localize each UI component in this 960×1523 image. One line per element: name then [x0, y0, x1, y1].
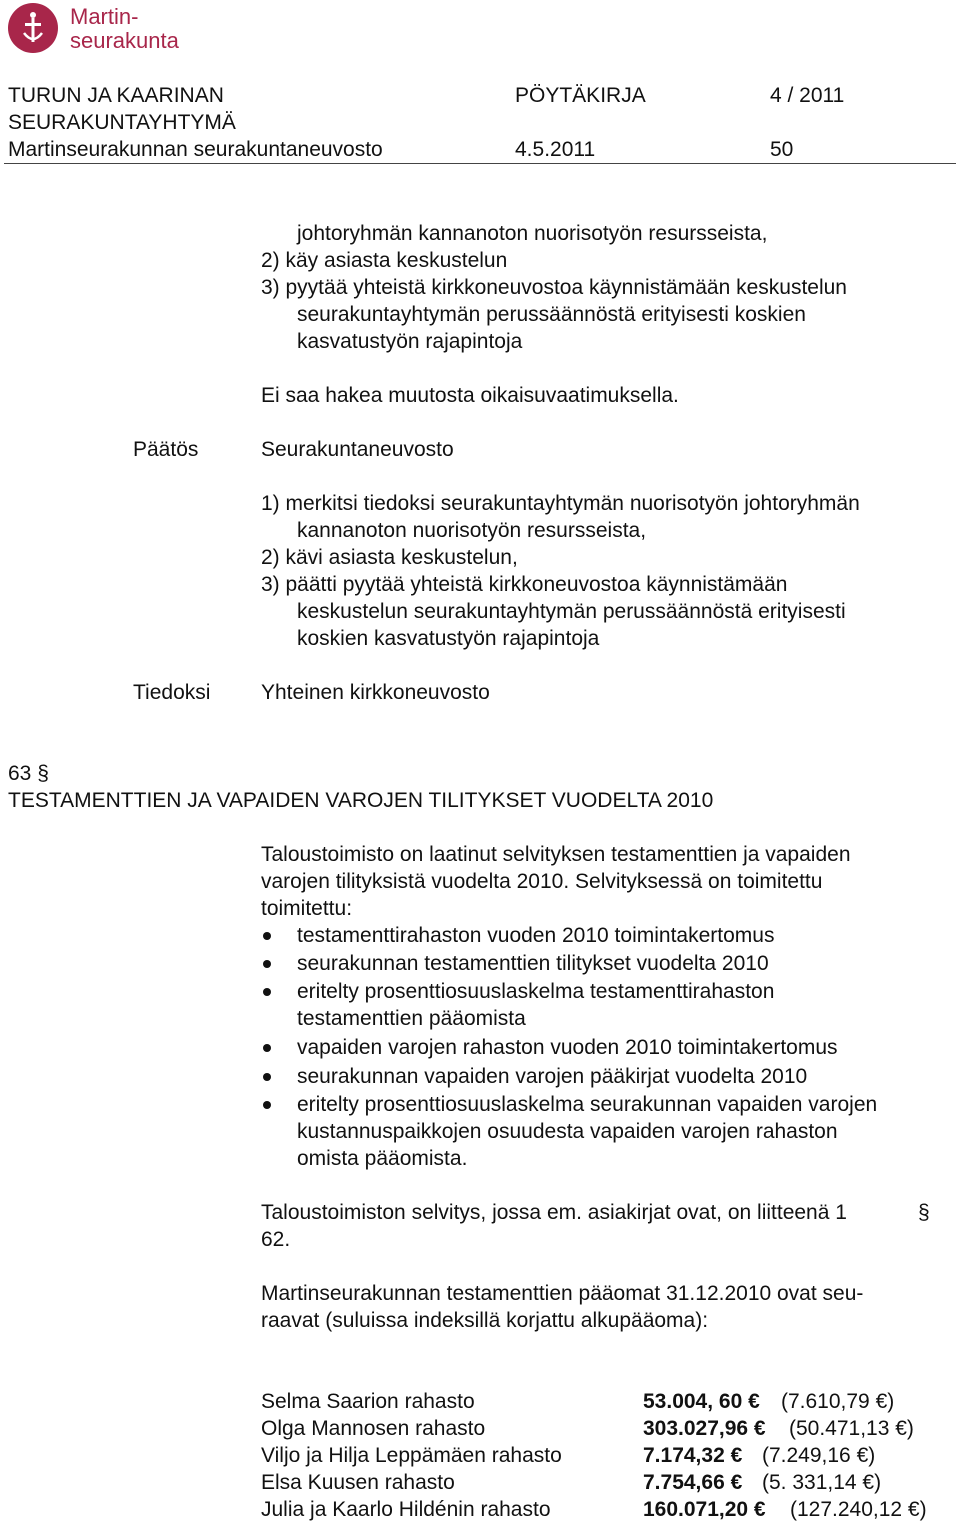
decision-line: 3) päätti pyytää yhteistä kirkkoneuvostoa käynnistämään [261, 573, 788, 596]
meeting-body: Martinseurakunnan seurakuntaneuvosto [8, 138, 383, 161]
logo [8, 3, 180, 55]
bullet-dot [263, 932, 271, 940]
fund-amount: 7.754,66 € [643, 1471, 743, 1494]
attachment-line: 62. [261, 1228, 291, 1251]
bullet-dot [263, 960, 271, 968]
fund-original: (5. 331,14 €) [762, 1471, 882, 1494]
issue-number: 4 / 2011 [770, 84, 845, 107]
fund-name: Julia ja Kaarlo Hildénin rahasto [261, 1498, 551, 1521]
logo-text [70, 5, 179, 53]
fund-amount: 7.174,32 € [643, 1444, 743, 1467]
list-item: seurakunnan vapaiden varojen pääkirjat vuodelta 2010 [297, 1065, 808, 1088]
list-item: vapaiden varojen rahaston vuoden 2010 toimintakertomus [297, 1036, 838, 1059]
fund-name: Olga Mannosen rahasto [261, 1417, 486, 1440]
fund-amount: 160.071,20 € [643, 1498, 766, 1521]
decision-line: koskien kasvatustyön rajapintoja [297, 627, 600, 650]
fund-name: Elsa Kuusen rahasto [261, 1471, 455, 1494]
org-name-line-1: TURUN JA KAARINAN [8, 84, 224, 107]
fund-amount: 53.004, 60 € [643, 1390, 760, 1413]
section-symbol: § [37, 762, 49, 785]
decision-body: Seurakuntaneuvosto [261, 438, 454, 461]
org-name-line-2: SEURAKUNTAYHTYMÄ [8, 111, 236, 134]
section-number: 63 [8, 762, 32, 785]
header-divider [4, 163, 956, 164]
proposal-line: johtoryhmän kannanoton nuorisotyön resursseista, [297, 222, 768, 245]
proposal-line: 2) käy asiasta keskustelun [261, 249, 508, 272]
fund-name: Selma Saarion rahasto [261, 1390, 475, 1413]
page-number: 50 [770, 138, 794, 161]
bullet-dot [263, 1073, 271, 1081]
intro-line: Taloustoimisto on laatinut selvityksen testamenttien ja vapaiden [261, 843, 851, 866]
info-value: Yhteinen kirkkoneuvosto [261, 681, 490, 704]
bullet-dot [263, 1044, 271, 1052]
fund-original: (7.249,16 €) [762, 1444, 876, 1467]
fund-original: (50.471,13 €) [789, 1417, 914, 1440]
decision-line: 2) kävi asiasta keskustelun, [261, 546, 518, 569]
proposal-line: seurakuntayhtymän perussäännöstä erityisesti koskien [297, 303, 806, 326]
list-item-cont: kustannuspaikkojen osuudesta vapaiden varojen rahaston [297, 1120, 838, 1143]
bullet-dot [263, 988, 271, 996]
list-item-cont: testamenttien pääomista [297, 1007, 526, 1030]
fund-amount: 303.027,96 € [643, 1417, 766, 1440]
section-number-row [8, 760, 49, 787]
logo-emblem [8, 3, 58, 53]
fund-name: Viljo ja Hilja Leppämäen rahasto [261, 1444, 562, 1467]
capital-line: raavat (suluissa indeksillä korjattu alkupääoma): [261, 1309, 709, 1332]
list-item-cont: omista pääomista. [297, 1147, 468, 1170]
logo-line-2: seurakunta [70, 28, 179, 53]
proposal-line: kasvatustyön rajapintoja [297, 330, 523, 353]
section-title: TESTAMENTTIEN JA VAPAIDEN VAROJEN TILITYKSET VUODELTA 2010 [8, 789, 714, 812]
list-item: seurakunnan testamenttien tilitykset vuodelta 2010 [297, 952, 769, 975]
intro-line: varojen tilityksistä vuodelta 2010. Selvityksessä on toimitettu [261, 870, 823, 893]
fund-original: (7.610,79 €) [781, 1390, 895, 1413]
decision-line: 1) merkitsi tiedoksi seurakuntayhtymän nuorisotyön johtoryhmän [261, 492, 860, 515]
list-item: eritelty prosenttiosuuslaskelma testamenttirahaston [297, 980, 775, 1003]
decision-label: Päätös [133, 438, 199, 461]
fund-original: (127.240,12 €) [790, 1498, 927, 1521]
appeal-note: Ei saa hakea muutosta oikaisuvaatimuksella. [261, 384, 679, 407]
attachment-symbol: § [918, 1201, 930, 1224]
intro-line: toimitettu: [261, 897, 353, 920]
list-item: testamenttirahaston vuoden 2010 toimintakertomus [297, 924, 775, 947]
decision-line: kannanoton nuorisotyön resursseista, [297, 519, 647, 542]
list-item: eritelty prosenttiosuuslaskelma seurakunnan vapaiden varojen [297, 1093, 878, 1116]
doc-type: PÖYTÄKIRJA [515, 84, 646, 107]
logo-line-1: Martin- [70, 4, 139, 29]
attachment-line: Taloustoimiston selvitys, jossa em. asiakirjat ovat, on liitteenä 1 [261, 1201, 847, 1224]
meeting-date: 4.5.2011 [515, 138, 596, 161]
cross-icon [8, 3, 58, 53]
decision-line: keskustelun seurakuntayhtymän perussäännöstä erityisesti [297, 600, 846, 623]
bullet-dot [263, 1101, 271, 1109]
info-label: Tiedoksi [133, 681, 211, 704]
proposal-line: 3) pyytää yhteistä kirkkoneuvostoa käynnistämään keskustelun [261, 276, 847, 299]
capital-line: Martinseurakunnan testamenttien pääomat 31.12.2010 ovat seu- [261, 1282, 864, 1305]
